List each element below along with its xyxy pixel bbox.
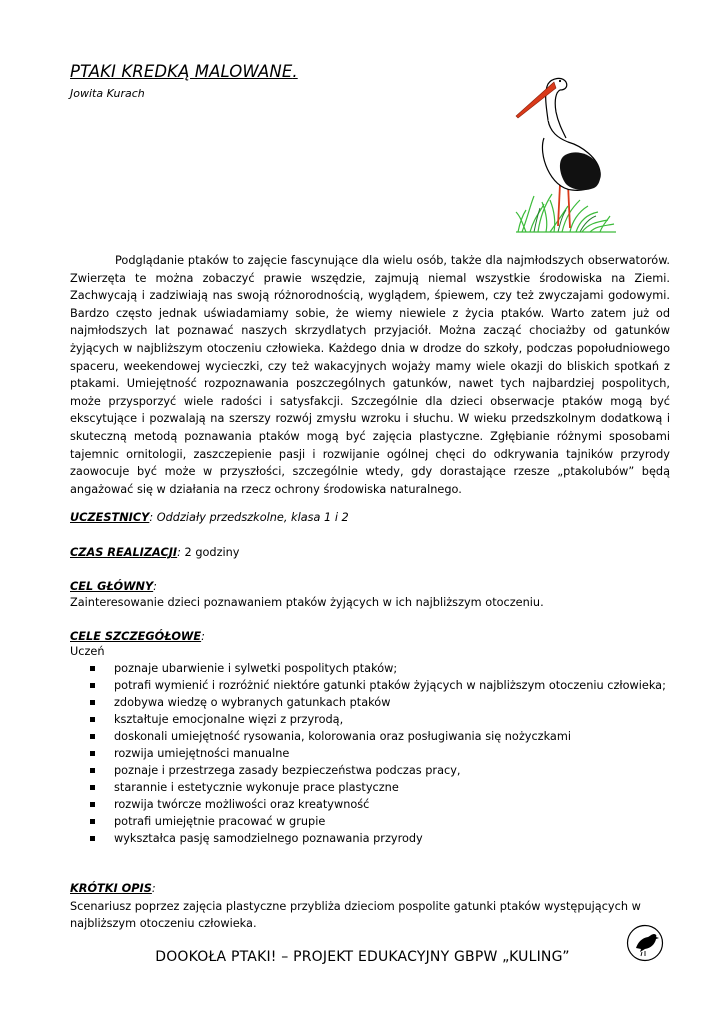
participants-line	[70, 509, 349, 526]
time-value: 2 godziny	[180, 546, 240, 559]
author-name: Jowita Kurach	[70, 87, 145, 100]
participants-value: : Oddziały przedszkolne, klasa 1 i 2	[149, 511, 349, 524]
main-goal-colon: :	[153, 580, 157, 593]
document-title	[70, 62, 298, 81]
time-colon: :	[177, 546, 181, 559]
list-item: poznaje i przestrzega zasady bezpieczeństwa podczas pracy,	[90, 762, 666, 779]
document-title-period: .	[292, 62, 298, 81]
main-goal-heading	[70, 578, 157, 595]
kuling-bird-logo-icon	[626, 924, 664, 962]
detailed-goals-label: CELE SZCZEGÓŁOWE	[70, 630, 202, 643]
list-item: rozwija umiejętności manualne	[90, 745, 666, 762]
short-desc-label: KRÓTKI OPIS	[70, 882, 152, 895]
time-line	[70, 544, 240, 561]
list-item: wykształca pasję samodzielnego poznawania przyrody	[90, 830, 666, 847]
list-item: poznaje ubarwienie i sylwetki pospolitych ptaków;	[90, 660, 666, 677]
intro-paragraph: Podglądanie ptaków to zajęcie fascynujące dla wielu osób, także dla najmłodszych obserwatorów. Zwierzęta te można zobaczyć prawie wszędzie, zajmują niemal wszystkie środowiska na Ziemi. Zachwycają i zadziwiają nas swoją różnorodnością, wyglądem, śpiewem, czy też zwyczajami godowymi. Bardzo często jednak uświadamiamy sobie, że wiemy niewiele z życia ptaków. Warto zatem już od najmłodszych lat poznawać naszych skrzydlatych przyjaciół. Można zacząć chociażby od gatunków żyjących w najbliższym otoczeniu człowieka. Każdego dnia w drodze do szkoły, podczas popołudniowego spaceru, weekendowej wycieczki, czy też wakacyjnych wojaży mamy wiele okazji do bliskich spotkań z ptakami. Umiejętność rozpoznawania poszczególnych gatunków, nawet tych najbardziej pospolitych, może przysporzyć wiele radości i satysfakcji. Szczególnie dla dzieci obserwacje ptaków mogą być ekscytujące i pozwalają na szerszy rozwój zmysłu wzroku i słuchu. W wieku przedszkolnym dodatkową i skuteczną metodą poznawania ptaków mogą być zajęcia plastyczne. Zgłębianie różnymi sposobami tajemnic ornitologii, zaszczepienie pasji i rozwijanie ogólnej chęci do odkrywania tajników przyrody zaowocuje być może w przyszłości, szczególnie wtedy, gdy dorastające rzesze „ptakolubów” będą angażować się w działania na rzecz ochrony środowiska naturalnego.	[70, 254, 670, 496]
list-item: kształtuje emocjonalne więzi z przyrodą,	[90, 711, 666, 728]
grass-icon	[516, 194, 614, 232]
short-desc-colon: :	[151, 882, 156, 895]
list-item: potrafi wymienić i rozróżnić niektóre gatunki ptaków żyjących w najbliższym otoczeniu człowieka;	[90, 677, 666, 694]
detailed-goals-list	[90, 660, 666, 847]
main-goal-label: CEL GŁÓWNY	[70, 580, 154, 593]
short-desc-text: Scenariusz poprzez zajęcia plastyczne przybliża dzieciom pospolite gatunki ptaków występujących w najbliższym otoczeniu człowieka.	[70, 900, 641, 930]
document-title-text: PTAKI KREDKĄ MALOWANE	[70, 62, 293, 81]
list-item: starannie i estetycznie wykonuje prace plastyczne	[90, 779, 666, 796]
time-label: CZAS REALIZACJI	[70, 546, 178, 559]
list-item: rozwija twórcze możliwości oraz kreatywność	[90, 796, 666, 813]
list-item: potrafi umiejętnie pracować w grupie	[90, 813, 666, 830]
list-item: zdobywa wiedzę o wybranych gatunkach ptaków	[90, 694, 666, 711]
footer-project-title: DOOKOŁA PTAKI! – PROJEKT EDUKACYJNY GBPW „KULING”	[155, 949, 570, 965]
list-item: doskonali umiejętność rysowania, kolorowania oraz posługiwania się nożyczkami	[90, 728, 666, 745]
stork-illustration	[510, 66, 620, 238]
detailed-goals-colon: :	[201, 630, 205, 643]
detailed-goals-intro: Uczeń	[70, 645, 105, 658]
short-desc-heading	[70, 880, 156, 897]
participants-label: UCZESTNICY	[70, 511, 150, 524]
main-goal-text: Zainteresowanie dzieci poznawaniem ptaków żyjących w ich najbliższym otoczeniu.	[70, 596, 544, 609]
